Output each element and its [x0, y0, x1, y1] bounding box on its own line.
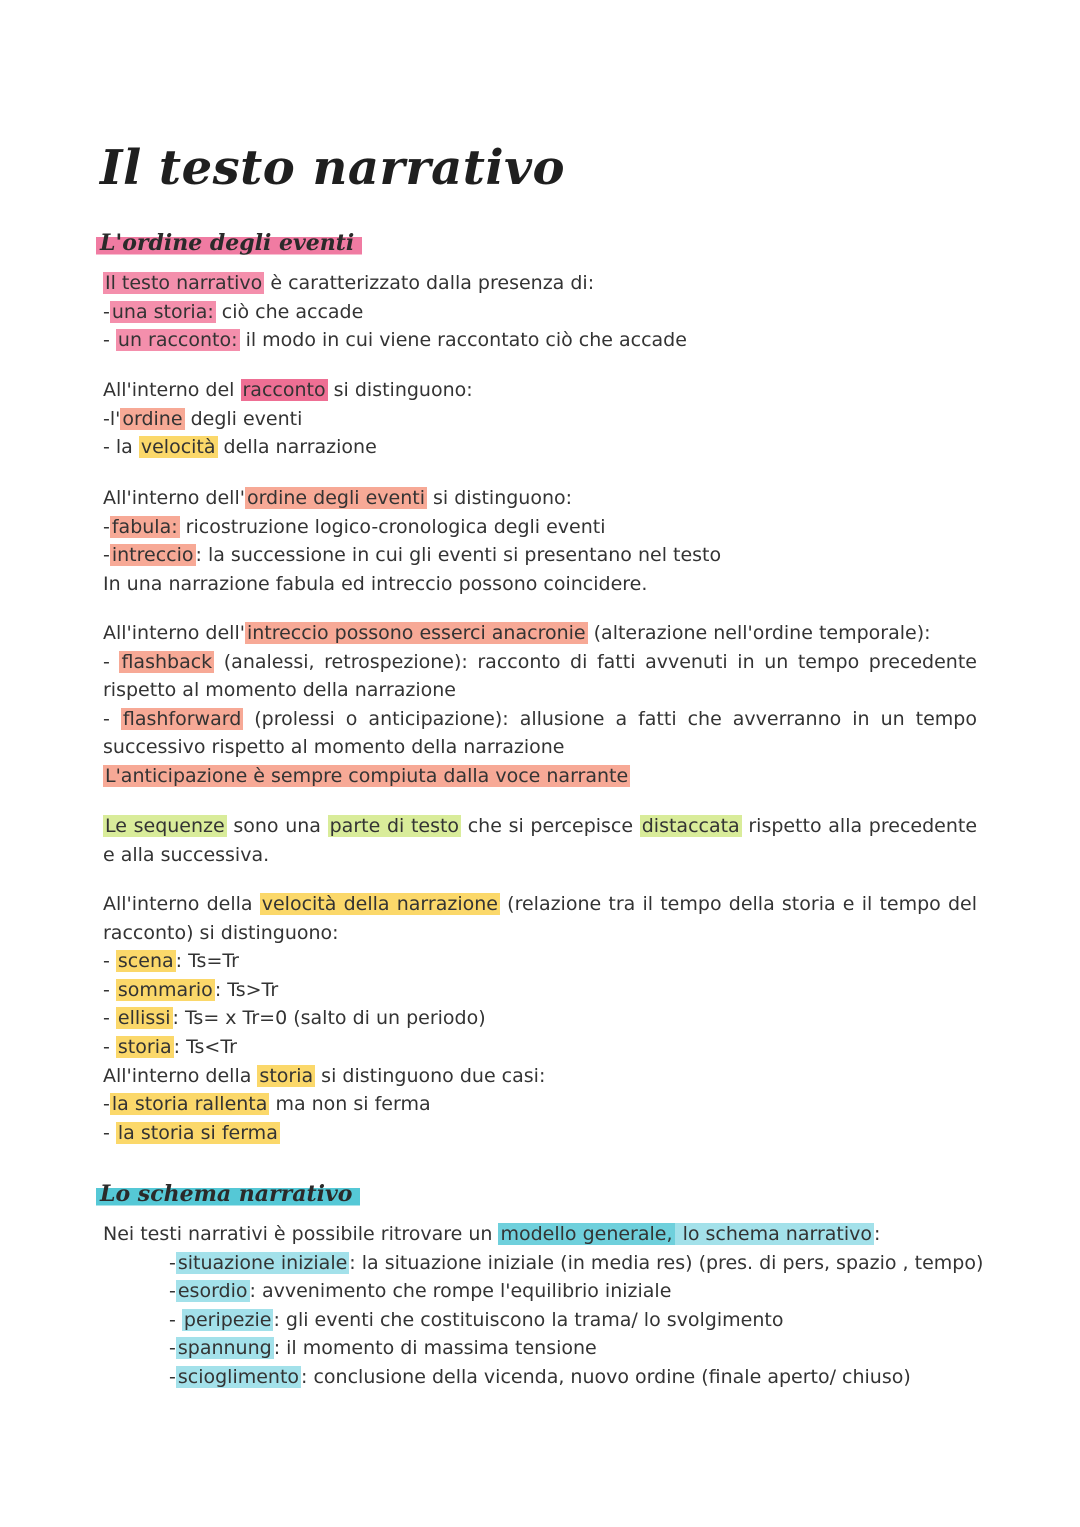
text: :	[874, 1223, 881, 1245]
text: -	[103, 1121, 116, 1144]
text-line	[103, 1220, 977, 1249]
list-item	[103, 1363, 977, 1392]
text: -	[103, 978, 116, 1001]
highlight: flashforward	[122, 707, 242, 730]
highlight: storia	[117, 1035, 172, 1058]
text-line	[103, 433, 977, 462]
highlight: peripezie	[183, 1308, 272, 1331]
highlight: velocità della narrazione	[261, 893, 498, 915]
highlight: intreccio	[111, 544, 194, 567]
text: si distinguono:	[327, 379, 473, 401]
paragraph-racconto	[103, 376, 977, 462]
text: -	[103, 300, 110, 323]
text-line	[103, 947, 977, 976]
text-line	[103, 1033, 977, 1062]
text: : conclusione della vicenda, nuovo ordine (finale aperto/ chiuso)	[301, 1365, 911, 1388]
highlight: esordio	[177, 1280, 248, 1303]
paragraph-ordine-eventi	[103, 484, 977, 598]
text: -	[169, 1308, 182, 1331]
list-item	[103, 1334, 977, 1363]
text: -	[169, 1280, 176, 1303]
text: - la	[103, 436, 139, 459]
text: -	[169, 1251, 176, 1274]
highlight: parte di testo	[329, 815, 460, 837]
text: è caratterizzato dalla presenza di:	[264, 272, 595, 294]
text: All'interno dell'	[103, 622, 245, 644]
highlight: distaccata	[641, 815, 740, 837]
text: il modo in cui viene raccontato ciò che accade	[239, 329, 687, 352]
text: -l'	[103, 407, 121, 430]
text: (alterazione nell'ordine temporale):	[587, 622, 931, 644]
text: -	[103, 329, 116, 352]
highlight: scioglimento	[177, 1365, 300, 1388]
highlight: la storia si ferma	[117, 1121, 278, 1144]
text-line	[103, 326, 977, 355]
highlight: intreccio possono esserci anacronie	[246, 622, 586, 644]
text-line	[103, 376, 977, 405]
text: : avvenimento che rompe l'equilibrio iniziale	[249, 1280, 672, 1303]
paragraph-velocita	[103, 890, 977, 1147]
text-line	[103, 513, 977, 542]
text-line	[103, 762, 977, 791]
text: ma non si ferma	[269, 1093, 431, 1116]
text-line: In una narrazione fabula ed intreccio possono coincidere.	[103, 572, 648, 595]
text: -	[103, 650, 120, 673]
list-item	[103, 1277, 977, 1306]
highlight: lo schema narrativo	[676, 1223, 872, 1245]
text: (relazione tra il tempo della storia e il tempo del racconto) si distinguono:	[103, 893, 978, 944]
text: -	[103, 1093, 110, 1116]
text: : Ts<Tr	[173, 1035, 237, 1058]
highlight: storia	[259, 1064, 314, 1087]
text: -	[103, 544, 110, 567]
text: si distinguono:	[426, 487, 573, 509]
highlight: ellissi	[117, 1007, 171, 1030]
text: : la successione in cui gli eventi si presentano nel testo	[195, 544, 722, 567]
highlight: velocità	[140, 436, 216, 459]
text: -	[103, 950, 116, 973]
highlight: la storia rallenta	[111, 1093, 268, 1116]
text: Nei testi narrativi è possibile ritrovare un	[103, 1223, 499, 1245]
text: che si percepisce	[461, 815, 640, 837]
list-item	[103, 1249, 984, 1278]
highlight: situazione iniziale	[177, 1251, 348, 1274]
highlight: ordine	[122, 407, 183, 430]
text: -	[169, 1365, 176, 1388]
text: (prolessi o anticipazione): allusione a fatti che avverranno in un tempo successivo rispetto al momento della narrazione	[103, 707, 977, 759]
highlight: flashback	[121, 650, 213, 673]
paragraph-sequenze	[103, 812, 977, 869]
highlight: racconto	[242, 379, 326, 401]
text: : gli eventi che costituiscono la trama/ lo svolgimento	[273, 1308, 784, 1331]
highlight: Il testo narrativo	[105, 272, 263, 294]
text-line	[103, 619, 977, 648]
text: -	[169, 1337, 176, 1360]
text: -	[103, 707, 121, 730]
highlight: scena	[117, 950, 174, 973]
text: degli eventi	[184, 407, 303, 430]
highlight: L'anticipazione è sempre compiuta dalla voce narrante	[105, 764, 629, 787]
text-line	[103, 890, 977, 947]
paragraph-elementi	[103, 269, 977, 355]
text: -	[103, 515, 110, 538]
text-line	[103, 484, 977, 513]
text: All'interno del	[103, 379, 241, 401]
text-line	[103, 269, 977, 298]
text-line	[103, 405, 977, 434]
text: della narrazione	[217, 436, 377, 459]
highlight: spannung	[177, 1337, 272, 1360]
highlight: fabula:	[111, 515, 178, 538]
text: ricostruzione logico-cronologica degli eventi	[179, 515, 606, 538]
section-heading-ordine: L'ordine degli eventi	[96, 228, 362, 258]
text: All'interno della	[103, 1064, 258, 1087]
text-line	[103, 705, 977, 762]
text-line	[103, 648, 977, 705]
text: : il momento di massima tensione	[273, 1337, 597, 1360]
highlight: una storia:	[111, 300, 214, 323]
text-line	[103, 812, 977, 869]
text: : Ts>Tr	[214, 978, 279, 1001]
text: si distinguono due casi:	[315, 1064, 546, 1087]
highlight: ordine degli eventi	[246, 487, 425, 509]
text: All'interno dell'	[103, 487, 245, 509]
highlight: Le sequenze	[105, 815, 225, 837]
section-heading-schema: Lo schema narrativo	[96, 1179, 360, 1209]
paragraph-intreccio	[103, 619, 977, 791]
text: ciò che accade	[215, 300, 364, 323]
text: All'interno della	[103, 893, 260, 915]
text: : la situazione iniziale (in media res) (pres. di pers, spazio , tempo)	[349, 1251, 984, 1274]
page-title: Il testo narrativo	[100, 140, 566, 196]
text-line	[103, 1004, 977, 1033]
text-line	[103, 298, 977, 327]
text-line	[103, 1119, 977, 1148]
text: -	[103, 1035, 116, 1058]
list-item	[103, 1306, 977, 1335]
text-line	[103, 976, 977, 1005]
text: : Ts=Tr	[175, 950, 239, 973]
text: : Ts= x Tr=0 (salto di un periodo)	[172, 1007, 486, 1030]
text: rispetto alla precedente e alla successiva.	[103, 815, 978, 866]
text-line	[103, 1062, 977, 1091]
highlight: sommario	[117, 978, 213, 1001]
text: sono una	[226, 815, 328, 837]
text-line	[103, 1090, 977, 1119]
text: -	[103, 1007, 116, 1030]
text: (analessi, retrospezione): racconto di fatti avvenuti in un tempo precedente rispetto al momento della narrazione	[103, 650, 977, 702]
text-line	[103, 541, 977, 570]
highlight: un racconto:	[117, 329, 238, 352]
highlight: modello generale,	[500, 1223, 673, 1245]
paragraph-schema-narrativo	[103, 1220, 984, 1392]
